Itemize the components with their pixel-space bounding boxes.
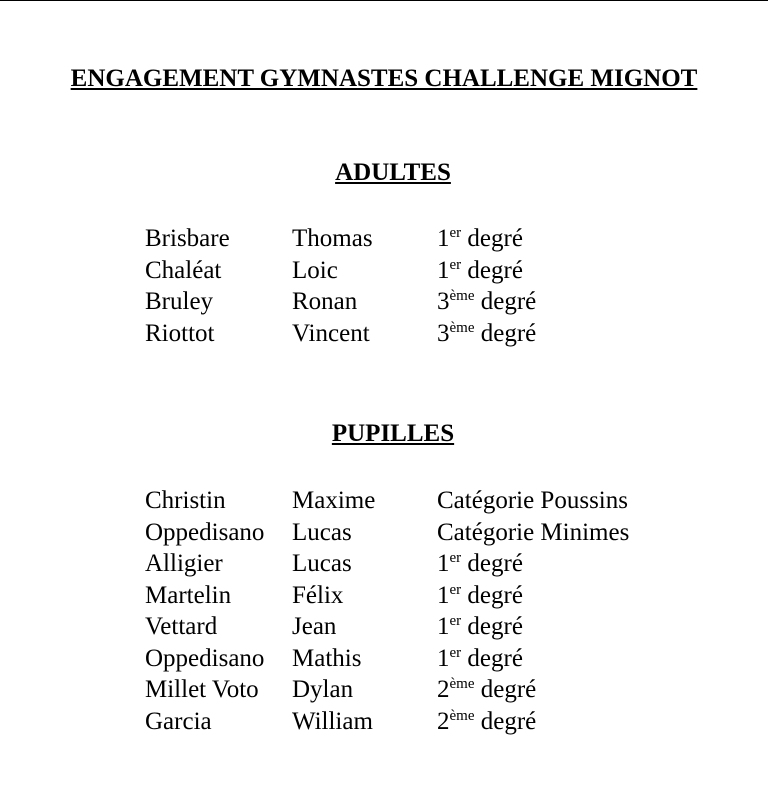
level: [437, 255, 523, 287]
roster-row: [145, 318, 536, 350]
last-name: Christin: [145, 487, 226, 514]
roster-row: [145, 485, 629, 517]
last-name: Alligier: [145, 550, 223, 577]
roster-row: [145, 548, 629, 580]
level-number: 2: [437, 676, 450, 703]
adultes-roster: [145, 223, 536, 349]
level: [437, 548, 523, 580]
first-name: Lucas: [292, 518, 352, 546]
level-ordinal: ème: [449, 676, 475, 692]
roster-row: [145, 674, 629, 706]
level-number: 1: [437, 613, 450, 640]
level-label: degré: [461, 550, 523, 577]
level-ordinal: ème: [449, 288, 475, 304]
level: [437, 674, 536, 706]
roster-row: [145, 643, 629, 675]
last-name: Oppedisano: [145, 644, 265, 672]
level-number: 1: [437, 644, 450, 672]
level-ordinal: er: [449, 225, 462, 241]
roster-row: [145, 255, 536, 287]
section-heading-adultes: ADULTES: [335, 159, 451, 186]
level: [437, 286, 536, 318]
roster-row: [145, 611, 629, 643]
first-name: Vincent: [292, 319, 370, 347]
level-ordinal: er: [449, 613, 462, 629]
level-number: 1: [437, 581, 450, 609]
last-name: Oppedisano: [145, 518, 265, 546]
level: [437, 611, 523, 643]
level-label: degré: [461, 225, 523, 252]
pupilles-roster: [145, 485, 629, 737]
roster-row: [145, 223, 536, 255]
first-name: Mathis: [292, 644, 362, 672]
level-label: degré: [474, 319, 537, 347]
level: [437, 485, 628, 517]
last-name: Riottot: [145, 319, 215, 347]
level: [437, 706, 536, 738]
first-name: Lucas: [292, 550, 352, 577]
level-ordinal: ème: [449, 707, 475, 724]
last-name: Bruley: [145, 288, 214, 315]
first-name: Félix: [292, 581, 344, 609]
level-ordinal: er: [449, 256, 462, 273]
level-ordinal: er: [449, 550, 462, 566]
level-label: Catégorie Minimes: [437, 518, 630, 546]
first-name: Thomas: [292, 225, 373, 252]
level-number: 2: [437, 707, 450, 735]
roster-row: [145, 517, 629, 549]
last-name: Vettard: [145, 613, 218, 640]
roster-row: [145, 706, 629, 738]
first-name: Dylan: [292, 676, 354, 703]
level: [437, 318, 536, 350]
level-number: 1: [437, 225, 450, 252]
level-number: 3: [437, 288, 450, 315]
level-number: 3: [437, 319, 450, 347]
first-name: Loic: [292, 256, 338, 284]
level: [437, 580, 523, 612]
level: [437, 223, 523, 255]
roster-row: [145, 580, 629, 612]
last-name: Chaléat: [145, 256, 222, 284]
first-name: William: [292, 707, 373, 735]
last-name: Martelin: [145, 581, 232, 609]
level-number: 1: [437, 256, 450, 284]
level-label: degré: [461, 613, 523, 640]
level-label: Catégorie Poussins: [437, 487, 628, 514]
level-label: degré: [461, 644, 523, 672]
level-ordinal: er: [449, 644, 462, 661]
first-name: Jean: [292, 613, 337, 640]
last-name: Millet Voto: [145, 676, 259, 703]
level-label: degré: [461, 581, 523, 609]
document-title: ENGAGEMENT GYMNASTES CHALLENGE MIGNOT: [70, 65, 698, 92]
last-name: Garcia: [145, 707, 212, 735]
level-label: degré: [474, 288, 537, 315]
section-heading-pupilles: PUPILLES: [331, 420, 455, 447]
level-number: 1: [437, 550, 450, 577]
roster-row: [145, 286, 536, 318]
level: [437, 643, 523, 675]
last-name: Brisbare: [145, 225, 230, 252]
level-ordinal: ème: [449, 319, 475, 336]
level-label: degré: [461, 256, 523, 284]
level-label: degré: [474, 676, 537, 703]
level: [437, 517, 629, 549]
top-border-line: [0, 0, 768, 1]
first-name: Ronan: [292, 288, 358, 315]
level-label: degré: [474, 707, 537, 735]
first-name: Maxime: [292, 487, 376, 514]
level-ordinal: er: [449, 581, 462, 598]
